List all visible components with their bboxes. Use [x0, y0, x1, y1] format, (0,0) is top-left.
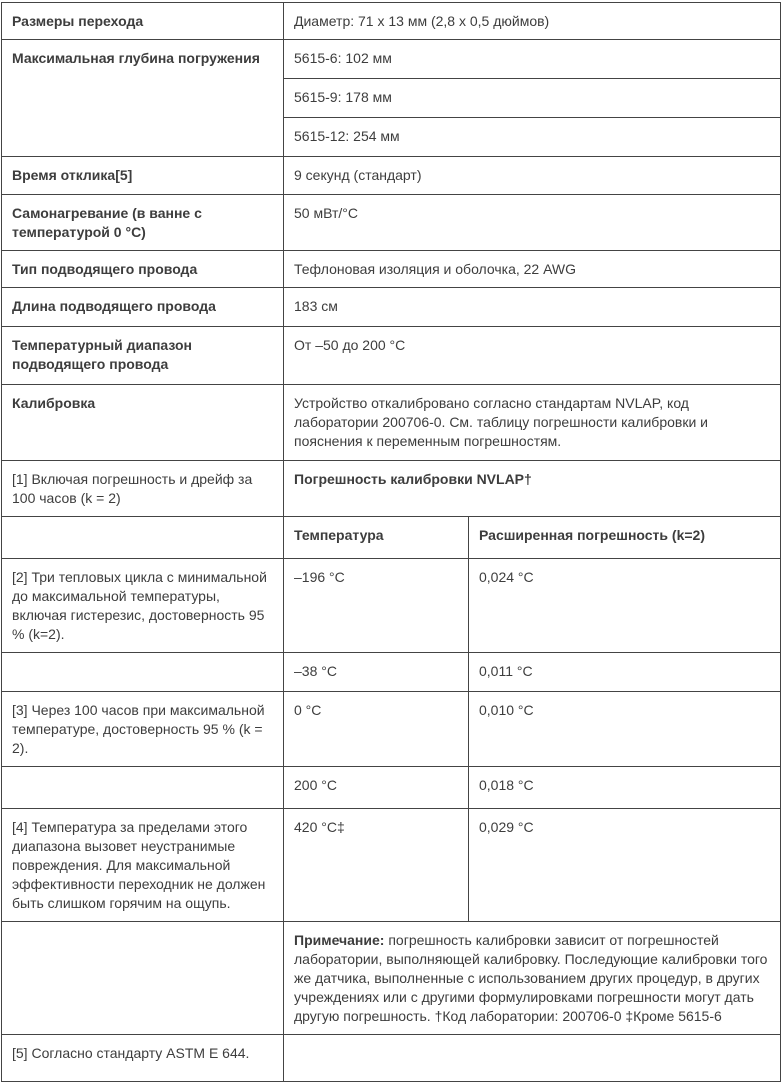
- spec-value-calibration: Устройство откалибровано согласно стандартам NVLAP, код лаборатории 200706-0. См. таблицу погрешности калибровки и пояснения к переменным погрешностям.: [284, 385, 781, 461]
- uncertainty-temp-minus196: –196 °C: [284, 559, 469, 653]
- footnote1-cell: [1] Включая погрешность и дрейф за 100 часов (k = 2): [2, 461, 284, 517]
- table-row: [2, 1035, 781, 1082]
- empty-cell: [2, 767, 284, 809]
- spec-label-dimensions: Размеры перехода: [2, 3, 284, 40]
- footnote3-cell: [3] Через 100 часов при максимальной температуре, достоверность 95 % (k = 2).: [2, 692, 284, 767]
- specifications-table: [1, 2, 781, 1082]
- table-row: [2, 195, 781, 251]
- uncertainty-value-minus196: 0,024 °C: [469, 559, 781, 653]
- table-row: [2, 559, 781, 653]
- spec-value-immersion-depth-5615-6: 5615-6: 102 мм: [284, 40, 781, 79]
- uncertainty-temp-0: 0 °C: [284, 692, 469, 767]
- uncertainty-value-0: 0,010 °C: [469, 692, 781, 767]
- spec-label-lead-wire-temp-range: Температурный диапазон подводящего провода: [2, 327, 284, 385]
- empty-cell: [2, 922, 284, 1035]
- spec-label-lead-wire-type: Тип подводящего провода: [2, 251, 284, 288]
- table-row: [2, 767, 781, 809]
- table-row: [2, 653, 781, 692]
- uncertainty-value-200: 0,018 °C: [469, 767, 781, 809]
- spec-label-lead-wire-length: Длина подводящего провода: [2, 288, 284, 327]
- uncertainty-header-expanded: Расширенная погрешность (k=2): [469, 517, 781, 559]
- table-row: [2, 385, 781, 461]
- table-row: [2, 517, 781, 559]
- note-cell: [284, 922, 781, 1035]
- uncertainty-value-420: 0,029 °C: [469, 809, 781, 922]
- uncertainty-value-minus38: 0,011 °C: [469, 653, 781, 692]
- uncertainty-header-temperature: Температура: [284, 517, 469, 559]
- note-text: погрешность калибровки зависит от погрешностей лаборатории, выполняющей калибровку. Последующие калибровки того же датчика, выполненные с использованием других процедур, в других учреждениях или с другими формулировками погрешности могут дать другую погрешность. †Код лаборатории: 200706-0 ‡Кроме 5615-6: [294, 932, 768, 1024]
- spec-value-lead-wire-length: 183 см: [284, 288, 781, 327]
- spec-value-immersion-depth-5615-9: 5615-9: 178 мм: [284, 79, 781, 118]
- uncertainty-table-title: Погрешность калибровки NVLAP†: [284, 461, 781, 517]
- spec-value-lead-wire-temp-range: От –50 до 200 °C: [284, 327, 781, 385]
- empty-cell: [2, 653, 284, 692]
- footnote4-cell: [4] Температура за пределами этого диапазона вызовет неустранимые повреждения. Для максимальной эффективности переходник не должен быть слишком горячим на ощупь.: [2, 809, 284, 922]
- uncertainty-temp-200: 200 °C: [284, 767, 469, 809]
- table-row: [2, 692, 781, 767]
- spec-value-dimensions: Диаметр: 71 x 13 мм (2,8 x 0,5 дюймов): [284, 3, 781, 40]
- table-row: [2, 288, 781, 327]
- spec-value-immersion-depth-5615-12: 5615-12: 254 мм: [284, 118, 781, 157]
- footnote5-cell: [5] Согласно стандарту ASTM E 644.: [2, 1035, 284, 1082]
- uncertainty-temp-minus38: –38 °C: [284, 653, 469, 692]
- spec-value-self-heating: 50 мВт/°C: [284, 195, 781, 251]
- table-row: [2, 327, 781, 385]
- table-row: [2, 461, 781, 517]
- empty-cell: [2, 517, 284, 559]
- table-row: [2, 922, 781, 1035]
- table-row: [2, 3, 781, 40]
- empty-cell: [284, 1035, 781, 1082]
- table-row: [2, 40, 781, 79]
- footnote2-cell: [2] Три тепловых цикла с минимальной до максимальной температуры, включая гистерезис, достоверность 95 % (k=2).: [2, 559, 284, 653]
- spec-label-calibration: Калибровка: [2, 385, 284, 461]
- table-row: [2, 157, 781, 195]
- note-prefix: Примечание:: [294, 932, 385, 948]
- uncertainty-temp-420: 420 °C‡: [284, 809, 469, 922]
- spec-value-lead-wire-type: Тефлоновая изоляция и оболочка, 22 AWG: [284, 251, 781, 288]
- spec-label-self-heating: Самонагревание (в ванне с температурой 0 °C): [2, 195, 284, 251]
- spec-label-immersion-depth: Максимальная глубина погружения: [2, 40, 284, 157]
- spec-label-response-time: Время отклика[5]: [2, 157, 284, 195]
- table-row: [2, 809, 781, 922]
- table-row: [2, 251, 781, 288]
- spec-value-response-time: 9 секунд (стандарт): [284, 157, 781, 195]
